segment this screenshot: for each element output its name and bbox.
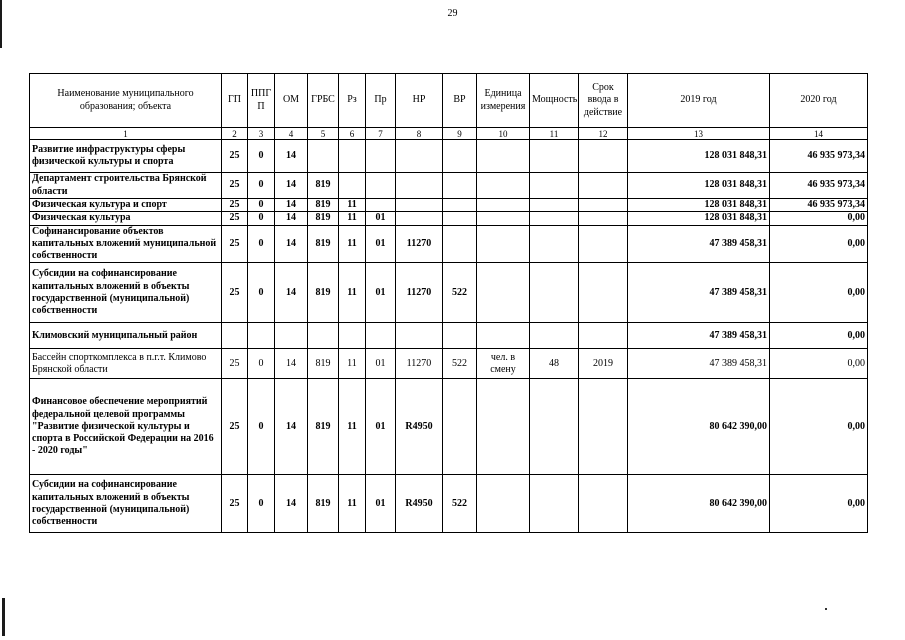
cell-commission: [579, 173, 628, 199]
cell-unit: [477, 212, 530, 225]
header-nr: НР: [396, 74, 443, 128]
cell-capacity: [530, 199, 579, 212]
cell-nr: [396, 140, 443, 173]
cell-amount-2020: 0,00: [770, 225, 868, 263]
cell-grbs: 819: [308, 379, 339, 475]
page-number: 29: [447, 8, 458, 19]
column-number: 9: [443, 128, 477, 140]
header-pr: Пр: [366, 74, 396, 128]
cell-rz: 11: [339, 225, 366, 263]
cell-capacity: [530, 225, 579, 263]
cell-vr: [443, 379, 477, 475]
cell-commission: [579, 225, 628, 263]
cell-amount-2019: 47 389 458,31: [628, 349, 770, 379]
cell-vr: [443, 225, 477, 263]
table-body: [30, 140, 868, 533]
cell-pr: 01: [366, 475, 396, 533]
cell-rz: 11: [339, 349, 366, 379]
cell-amount-2019: 128 031 848,31: [628, 212, 770, 225]
cell-grbs: [308, 140, 339, 173]
cell-object-name: Субсидии на софинансирование капитальных вложений в объекты государственной (муниципальной) собственности: [30, 475, 222, 533]
column-number: 11: [530, 128, 579, 140]
cell-amount-2020: 46 935 973,34: [770, 173, 868, 199]
cell-gp: 25: [222, 475, 248, 533]
cell-gp: 25: [222, 199, 248, 212]
cell-object-name: Развитие инфраструктуры сферы физической культуры и спорта: [30, 140, 222, 173]
cell-commission: [579, 475, 628, 533]
header-rz: Рз: [339, 74, 366, 128]
cell-pr: 01: [366, 212, 396, 225]
table-row: [30, 349, 868, 379]
header-ppgp: ППГ П: [248, 74, 275, 128]
cell-capacity: 48: [530, 349, 579, 379]
cell-commission: [579, 263, 628, 323]
cell-ppgp: 0: [248, 379, 275, 475]
cell-unit: чел. в смену: [477, 349, 530, 379]
cell-vr: [443, 140, 477, 173]
cell-ppgp: 0: [248, 263, 275, 323]
cell-amount-2020: 0,00: [770, 212, 868, 225]
cell-amount-2020: 0,00: [770, 379, 868, 475]
header-2020: 2020 год: [770, 74, 868, 128]
cell-ppgp: 0: [248, 225, 275, 263]
cell-om: 14: [275, 173, 308, 199]
header-vr: ВР: [443, 74, 477, 128]
header-grbs: ГРБС: [308, 74, 339, 128]
cell-pr: [366, 140, 396, 173]
cell-grbs: 819: [308, 349, 339, 379]
cell-pr: [366, 199, 396, 212]
cell-unit: [477, 173, 530, 199]
column-number: 5: [308, 128, 339, 140]
cell-nr: R4950: [396, 475, 443, 533]
cell-amount-2019: 128 031 848,31: [628, 140, 770, 173]
cell-rz: [339, 140, 366, 173]
cell-gp: 25: [222, 349, 248, 379]
cell-object-name: Бассейн спорткомплекса в п.г.т. Климово Брянской области: [30, 349, 222, 379]
header-om: ОМ: [275, 74, 308, 128]
cell-commission: [579, 199, 628, 212]
header-name: Наименование муниципального образования; объекта: [30, 74, 222, 128]
cell-capacity: [530, 173, 579, 199]
header-unit: Единица измерения: [477, 74, 530, 128]
table-row: [30, 323, 868, 349]
cell-rz: 11: [339, 263, 366, 323]
cell-amount-2020: 0,00: [770, 323, 868, 349]
cell-amount-2019: 47 389 458,31: [628, 225, 770, 263]
cell-amount-2020: 46 935 973,34: [770, 140, 868, 173]
cell-vr: [443, 323, 477, 349]
cell-amount-2020: 46 935 973,34: [770, 199, 868, 212]
column-number: 8: [396, 128, 443, 140]
cell-amount-2020: 0,00: [770, 475, 868, 533]
cell-commission: 2019: [579, 349, 628, 379]
column-number: 7: [366, 128, 396, 140]
cell-om: 14: [275, 349, 308, 379]
cell-pr: [366, 173, 396, 199]
column-number: 4: [275, 128, 308, 140]
cell-nr: [396, 199, 443, 212]
column-number: 12: [579, 128, 628, 140]
cell-gp: 25: [222, 212, 248, 225]
cell-gp: [222, 323, 248, 349]
cell-amount-2019: 80 642 390,00: [628, 475, 770, 533]
cell-capacity: [530, 323, 579, 349]
budget-allocation-table: [29, 73, 868, 533]
cell-amount-2019: 47 389 458,31: [628, 323, 770, 349]
cell-object-name: Субсидии на софинансирование капитальных вложений в объекты государственной (муниципальной) собственности: [30, 263, 222, 323]
table-row: [30, 199, 868, 212]
header-capacity: Мощность: [530, 74, 579, 128]
cell-amount-2019: 128 031 848,31: [628, 173, 770, 199]
cell-nr: 11270: [396, 225, 443, 263]
column-number-row: [30, 128, 868, 140]
cell-gp: 25: [222, 379, 248, 475]
cell-amount-2019: 128 031 848,31: [628, 199, 770, 212]
cell-vr: 522: [443, 475, 477, 533]
cell-object-name: Физическая культура: [30, 212, 222, 225]
cell-nr: [396, 173, 443, 199]
header-commission: Срок ввода в действие: [579, 74, 628, 128]
cell-grbs: 819: [308, 225, 339, 263]
cell-nr: 11270: [396, 349, 443, 379]
cell-object-name: Департамент строительства Брянской области: [30, 173, 222, 199]
cell-grbs: 819: [308, 263, 339, 323]
cell-om: 14: [275, 475, 308, 533]
cell-grbs: 819: [308, 475, 339, 533]
cell-amount-2020: 0,00: [770, 349, 868, 379]
table-row: [30, 225, 868, 263]
cell-grbs: [308, 323, 339, 349]
cell-unit: [477, 323, 530, 349]
column-number: 3: [248, 128, 275, 140]
cell-unit: [477, 475, 530, 533]
cell-nr: R4950: [396, 379, 443, 475]
cell-amount-2019: 80 642 390,00: [628, 379, 770, 475]
cell-rz: [339, 173, 366, 199]
cell-vr: [443, 173, 477, 199]
cell-pr: [366, 323, 396, 349]
cell-pr: 01: [366, 379, 396, 475]
cell-gp: 25: [222, 225, 248, 263]
column-number: 6: [339, 128, 366, 140]
cell-pr: 01: [366, 263, 396, 323]
cell-commission: [579, 140, 628, 173]
header-gp: ГП: [222, 74, 248, 128]
column-number: 2: [222, 128, 248, 140]
scan-edge-mark: [2, 598, 5, 636]
cell-amount-2019: 47 389 458,31: [628, 263, 770, 323]
cell-capacity: [530, 140, 579, 173]
cell-om: 14: [275, 379, 308, 475]
cell-rz: 11: [339, 199, 366, 212]
cell-ppgp: 0: [248, 475, 275, 533]
cell-nr: [396, 323, 443, 349]
cell-unit: [477, 379, 530, 475]
cell-object-name: Финансовое обеспечение мероприятий федеральной целевой программы "Развитие физической культуры и спорта в Российской Федерации на 2016 - 2020 годы": [30, 379, 222, 475]
cell-ppgp: [248, 323, 275, 349]
cell-om: 14: [275, 212, 308, 225]
cell-object-name: Софинансирование объектов капитальных вложений муниципальной собственности: [30, 225, 222, 263]
column-number: 14: [770, 128, 868, 140]
column-number: 13: [628, 128, 770, 140]
cell-object-name: Климовский муниципальный район: [30, 323, 222, 349]
cell-capacity: [530, 212, 579, 225]
cell-object-name: Физическая культура и спорт: [30, 199, 222, 212]
table-row: [30, 173, 868, 199]
cell-om: 14: [275, 225, 308, 263]
cell-commission: [579, 323, 628, 349]
cell-nr: [396, 212, 443, 225]
table-row: [30, 263, 868, 323]
cell-grbs: 819: [308, 212, 339, 225]
header-2019: 2019 год: [628, 74, 770, 128]
cell-capacity: [530, 263, 579, 323]
table-row: [30, 212, 868, 225]
cell-unit: [477, 140, 530, 173]
cell-grbs: 819: [308, 199, 339, 212]
cell-gp: 25: [222, 263, 248, 323]
cell-ppgp: 0: [248, 140, 275, 173]
cell-unit: [477, 199, 530, 212]
cell-ppgp: 0: [248, 349, 275, 379]
cell-gp: 25: [222, 140, 248, 173]
table-row: [30, 475, 868, 533]
cell-ppgp: 0: [248, 173, 275, 199]
cell-commission: [579, 379, 628, 475]
cell-unit: [477, 225, 530, 263]
cell-om: 14: [275, 199, 308, 212]
table-header-row: [30, 74, 868, 128]
cell-commission: [579, 212, 628, 225]
cell-nr: 11270: [396, 263, 443, 323]
column-number: 1: [30, 128, 222, 140]
cell-pr: 01: [366, 349, 396, 379]
cell-gp: 25: [222, 173, 248, 199]
cell-om: 14: [275, 140, 308, 173]
scan-speck: [825, 608, 827, 610]
cell-capacity: [530, 475, 579, 533]
cell-capacity: [530, 379, 579, 475]
cell-ppgp: 0: [248, 199, 275, 212]
cell-vr: [443, 199, 477, 212]
cell-rz: 11: [339, 212, 366, 225]
cell-unit: [477, 263, 530, 323]
table-row: [30, 379, 868, 475]
column-number: 10: [477, 128, 530, 140]
cell-om: [275, 323, 308, 349]
cell-vr: 522: [443, 349, 477, 379]
cell-amount-2020: 0,00: [770, 263, 868, 323]
cell-vr: 522: [443, 263, 477, 323]
cell-rz: 11: [339, 379, 366, 475]
table-row: [30, 140, 868, 173]
cell-om: 14: [275, 263, 308, 323]
cell-grbs: 819: [308, 173, 339, 199]
cell-pr: 01: [366, 225, 396, 263]
cell-rz: 11: [339, 475, 366, 533]
cell-rz: [339, 323, 366, 349]
cell-vr: [443, 212, 477, 225]
cell-ppgp: 0: [248, 212, 275, 225]
